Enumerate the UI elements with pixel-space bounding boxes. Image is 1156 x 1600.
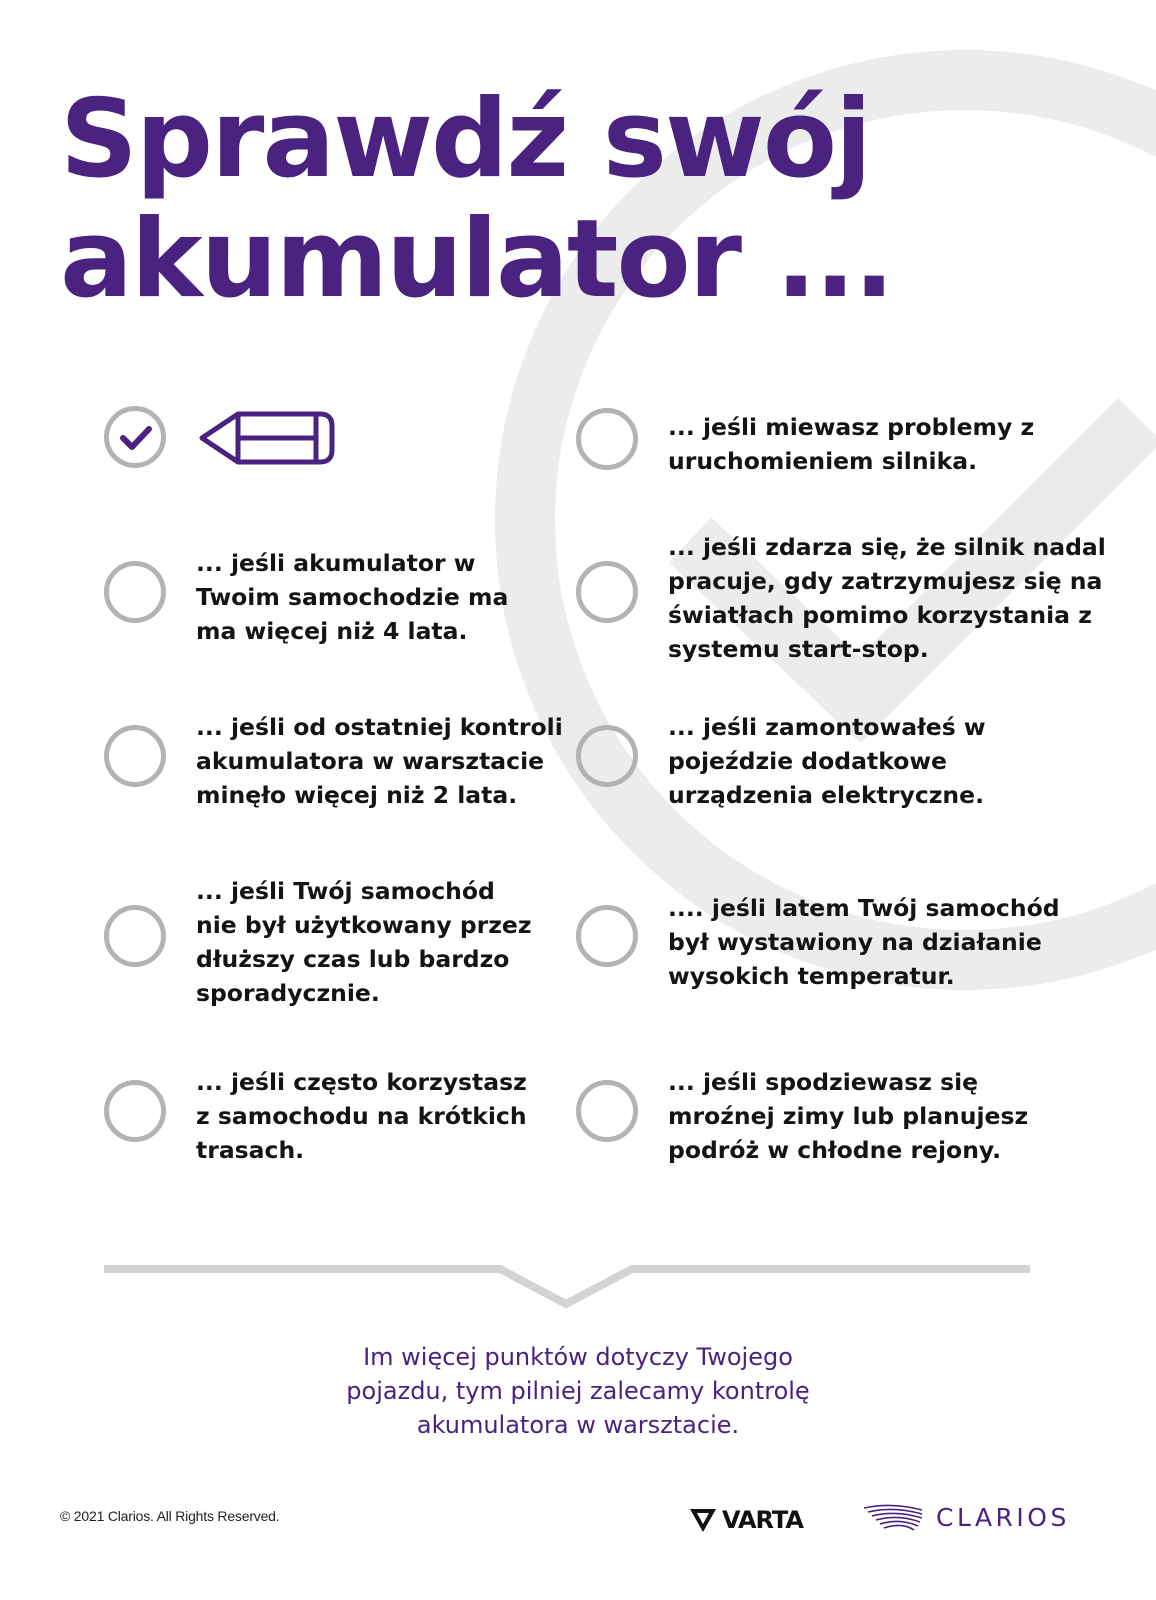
summary-text: Im więcej punktów dotyczy Twojego pojazdu, tym pilniej zalecamy kontrolę akumulatora w warsztacie. bbox=[346, 1343, 810, 1439]
clarios-wordmark: CLARIOS bbox=[936, 1503, 1070, 1532]
checked-circle[interactable] bbox=[104, 406, 166, 468]
clarios-logo bbox=[862, 1500, 1070, 1536]
checklist-circle[interactable] bbox=[576, 408, 638, 470]
varta-logo bbox=[688, 1504, 803, 1536]
checklist-circle[interactable] bbox=[104, 905, 166, 967]
varta-wordmark: VARTA bbox=[722, 1506, 804, 1534]
checklist-circle[interactable] bbox=[104, 561, 166, 623]
check-icon bbox=[119, 424, 153, 452]
title-line: Sprawdź swój bbox=[60, 77, 871, 202]
title-line: akumulator ... bbox=[60, 197, 893, 322]
checklist-item-text: .... jeśli latem Twój samochód był wystawiony na działanie wysokich temperatur. bbox=[668, 894, 1060, 990]
checklist-item-text: ... jeśli akumulator w Twoim samochodzie ma ma więcej niż 4 lata. bbox=[196, 549, 509, 645]
checklist-item-text: ... jeśli miewasz problemy z uruchomieniem silnika. bbox=[668, 413, 1035, 475]
chevron-divider bbox=[104, 1262, 1030, 1312]
checklist-circle[interactable] bbox=[104, 725, 166, 787]
checklist-item-text: ... jeśli spodziewasz się mroźnej zimy lub planujesz podróż w chłodne rejony. bbox=[668, 1068, 1029, 1164]
checklist-circle[interactable] bbox=[104, 1080, 166, 1142]
checklist-item-text: ... jeśli Twój samochód nie był użytkowany przez dłuższy czas lub bardzo sporadycznie. bbox=[196, 877, 532, 1007]
clarios-swoosh-icon bbox=[862, 1503, 924, 1533]
checklist-circle[interactable] bbox=[576, 1080, 638, 1142]
checklist-circle[interactable] bbox=[576, 905, 638, 967]
checklist-item-text: ... jeśli zdarza się, że silnik nadal pracuje, gdy zatrzymujesz się na światłach pomimo korzystania z systemu start-stop. bbox=[668, 533, 1106, 663]
pencil-icon bbox=[198, 410, 338, 466]
checklist-item-text: ... jeśli zamontowałeś w pojeździe dodatkowe urządzenia elektryczne. bbox=[668, 713, 986, 809]
checklist-circle[interactable] bbox=[576, 725, 638, 787]
checklist-item-text: ... jeśli od ostatniej kontroli akumulatora w warsztacie minęło więcej niż 2 lata. bbox=[196, 713, 563, 809]
varta-shield-icon bbox=[688, 1506, 718, 1534]
page-title bbox=[60, 77, 893, 322]
copyright-text: © 2021 Clarios. All Rights Reserved. bbox=[60, 1508, 280, 1524]
checklist-circle[interactable] bbox=[576, 561, 638, 623]
checklist-item-text: ... jeśli często korzystasz z samochodu na krótkich trasach. bbox=[196, 1068, 527, 1164]
